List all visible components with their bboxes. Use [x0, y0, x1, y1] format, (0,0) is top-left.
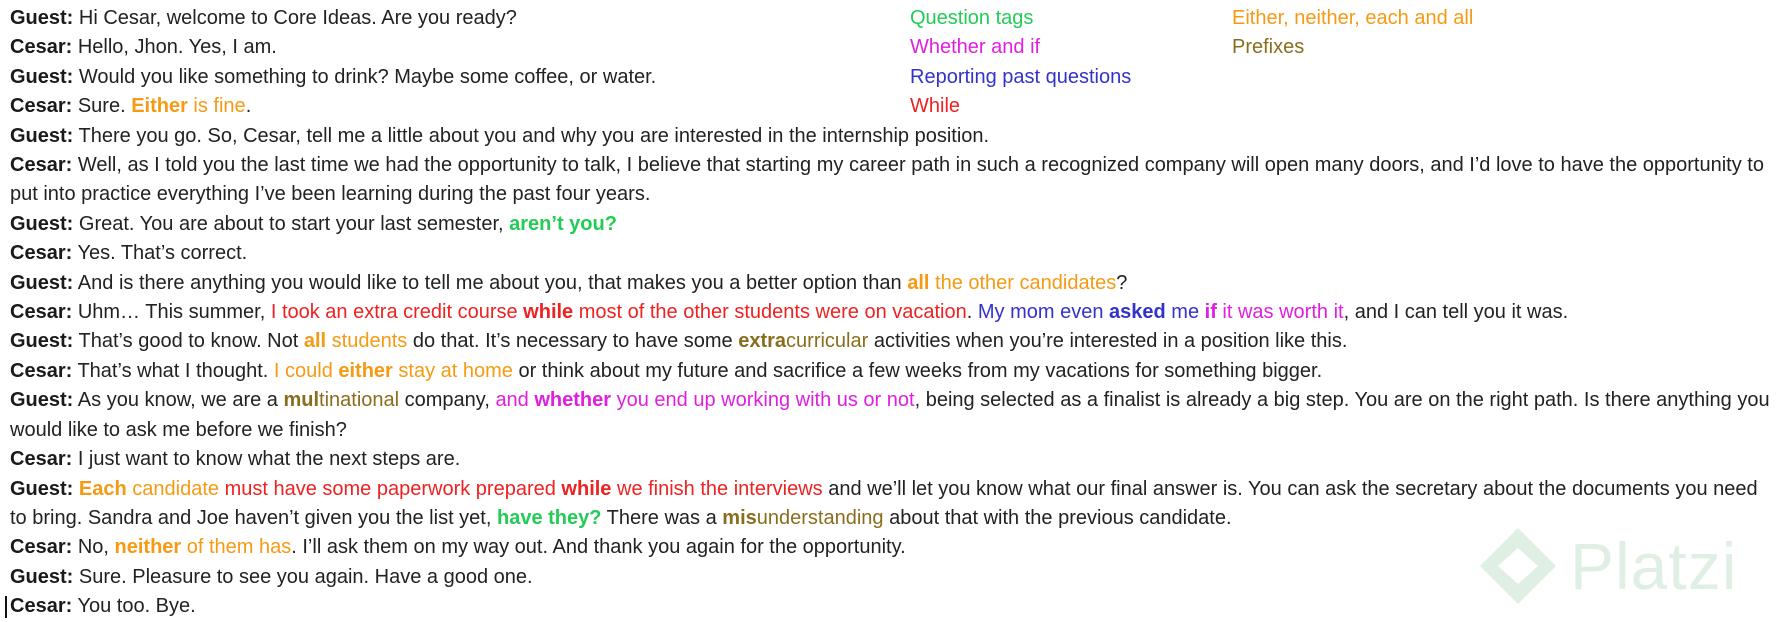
dialogue-text: That’s what I thought. [72, 359, 274, 382]
platzi-watermark [1468, 522, 1768, 612]
speaker-label: Guest: [10, 124, 74, 147]
dialogue-text: There you go. So, Cesar, tell me a little about you and why you are interested in the internship position. [73, 124, 990, 147]
legend-item: Prefixes [1232, 36, 1305, 59]
highlighted-text: it was worth it [1216, 301, 1344, 324]
dialogue-text: ? [1116, 271, 1128, 294]
highlighted-text: have they? [496, 506, 602, 529]
speaker-label: Cesar: [10, 536, 73, 559]
speaker-label: Guest: [10, 330, 74, 353]
dialogue-text: . I’ll ask them on my way out. And thank you again for the opportunity. [291, 536, 906, 559]
dialogue-line [10, 386, 1772, 445]
highlighted-text: mis [722, 506, 757, 529]
dialogue-text: Hello, Jhon. Yes, I am. [72, 36, 277, 59]
dialogue-line [10, 327, 1772, 356]
highlighted-text: we finish the interviews [611, 477, 823, 500]
highlighted-text: candidate [126, 477, 220, 500]
speaker-label: Guest: [10, 65, 74, 88]
dialogue-line [10, 357, 1772, 386]
dialogue-text: , and I can tell you it was. [1343, 301, 1569, 324]
highlighted-text: mul [283, 389, 320, 412]
speaker-label: Guest: [10, 212, 74, 235]
highlighted-text: all [303, 330, 327, 353]
dialogue-text: Yes. That’s correct. [72, 242, 248, 265]
speaker-label: Cesar: [10, 154, 73, 177]
dialogue-text: about that with the previous candidate. [883, 506, 1232, 529]
dialogue-text: and we’ll let you know what our final answer is. You can ask the secretary about the documents you need to bring. Sandra and Joe haven’t given you the list yet, [10, 477, 1758, 529]
dialogue-line [10, 63, 1772, 92]
dialogue-text: That’s good to know. Not [73, 330, 304, 353]
legend-item: While [910, 95, 961, 118]
dialogue-text: do that. It’s necessary to have some [407, 330, 739, 353]
dialogue-text: Sure. [72, 95, 132, 118]
dialogue-line [10, 33, 1772, 62]
dialogue-line [10, 92, 1772, 121]
legend-item: Question tags [910, 7, 1034, 29]
highlighted-text: I could [273, 359, 339, 382]
legend-item: Reporting past questions [910, 65, 1132, 88]
dialogue-line [10, 122, 1772, 151]
dialogue-text: Well, as I told you the last time we had the opportunity to talk, I believe that starting my career path in such a recognized company will open many doors, and I’d love to have the opportunity to put into practice everything I’ve been learning during the past four years. [10, 154, 1764, 206]
dialogue-text: I just want to know what the next steps are. [72, 448, 461, 471]
legend-item: Either, neither, each and all [1232, 7, 1474, 29]
dialogue-line [10, 269, 1772, 298]
dialogue-text: , being selected as a finalist is already a big step. You are on the right path. Is there anything you would like to ask me before we finish? [10, 389, 1770, 441]
dialogue-text: . [966, 301, 978, 324]
speaker-label: Cesar: [10, 95, 73, 118]
highlighted-text: aren’t you? [509, 212, 617, 235]
speaker-label: Cesar: [10, 301, 73, 324]
watermark-brand: Platzi [1570, 529, 1738, 603]
highlighted-text: extra [738, 330, 787, 353]
speaker-label: Cesar: [10, 242, 73, 265]
highlighted-text: must have some paperwork prepared [219, 477, 562, 500]
speaker-label: Cesar: [10, 595, 73, 618]
highlighted-text: tinational [319, 389, 400, 412]
highlighted-text: whether [534, 389, 612, 412]
legend-item: Whether and if [910, 36, 1041, 59]
highlighted-text: Each [78, 477, 127, 500]
dialogue-text: activities when you’re interested in a position like this. [868, 330, 1348, 353]
dialogue-text: Would you like something to drink? Maybe some coffee, or water. [73, 65, 657, 88]
highlighted-text: of them has [181, 536, 292, 559]
highlighted-text: either [338, 359, 393, 382]
dialogue-text: or think about my future and sacrifice a few weeks from my vacations for something bigger. [512, 359, 1323, 382]
highlighted-text: understanding [756, 506, 884, 529]
highlighted-text: if [1204, 301, 1217, 324]
dialogue-line [10, 4, 1772, 33]
legend-column-1 [910, 4, 1131, 122]
dialogue-text: As you know, we are a [73, 389, 284, 412]
dialogue-text: . [245, 95, 252, 118]
dialogue-text: Sure. Pleasure to see you again. Have a good one. [73, 565, 533, 588]
highlighted-text: Either [131, 95, 188, 118]
highlighted-text: students [326, 330, 408, 353]
speaker-label: Guest: [10, 477, 74, 500]
highlighted-text: My mom even [977, 301, 1110, 324]
highlighted-text: you end up working with us or not [611, 389, 915, 412]
text-cursor [5, 596, 7, 618]
dialogue-text: And is there anything you would like to tell me about you, that makes you a better option than [73, 271, 908, 294]
dialogue-text: Hi Cesar, welcome to Core Ideas. Are you ready? [73, 7, 517, 29]
highlighted-text: while [561, 477, 612, 500]
dialogue-text: There was a [601, 506, 723, 529]
highlighted-text: while [523, 301, 574, 324]
dialogue-text: company, [399, 389, 496, 412]
highlighted-text: me [1165, 301, 1205, 324]
dialogue-line [10, 210, 1772, 239]
dialogue-text: Great. You are about to start your last semester, [73, 212, 510, 235]
highlighted-text: neither [114, 536, 182, 559]
dialogue-text: Uhm… This summer, [72, 301, 271, 324]
dialogue-text: You too. Bye. [72, 595, 196, 618]
highlighted-text: all [907, 271, 930, 294]
platzi-logo-icon [1468, 522, 1568, 612]
highlighted-text: the other candidates [929, 271, 1117, 294]
highlighted-text: most of the other students were on vacation [573, 301, 967, 324]
highlighted-text: and [495, 389, 535, 412]
speaker-label: Guest: [10, 389, 74, 412]
speaker-label: Guest: [10, 271, 74, 294]
dialogue-line [10, 445, 1772, 474]
dialogue-line [10, 298, 1772, 327]
speaker-label: Cesar: [10, 359, 73, 382]
highlighted-text: I took an extra credit course [270, 301, 524, 324]
highlighted-text: is fine [187, 95, 246, 118]
dialogue-line [10, 151, 1772, 210]
legend-column-2 [1232, 4, 1473, 63]
speaker-label: Guest: [10, 565, 74, 588]
speaker-label: Cesar: [10, 36, 73, 59]
highlighted-text: curricular [786, 330, 869, 353]
speaker-label: Guest: [10, 7, 74, 29]
highlighted-text: asked [1109, 301, 1166, 324]
dialogue-text: No, [72, 536, 115, 559]
speaker-label: Cesar: [10, 448, 73, 471]
dialogue-line [10, 239, 1772, 268]
highlighted-text: stay at home [392, 359, 513, 382]
